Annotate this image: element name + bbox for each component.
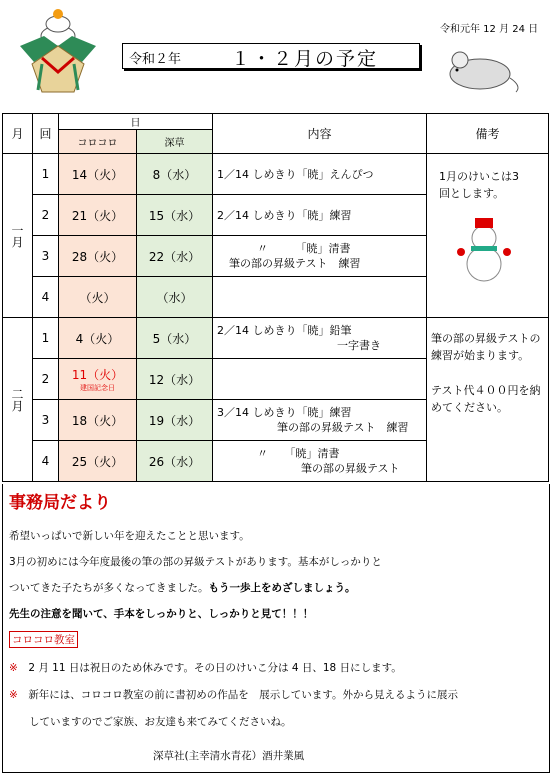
news-line: 希望いっぱいで新しい年を迎えたことと思います。 (9, 530, 250, 542)
month-label-february: 二月 (3, 318, 33, 482)
content-cell: 〃 「暁」清書 筆の部の昇級テスト (213, 441, 427, 482)
content-cell: 1／14 しめきり「暁」えんぴつ (213, 154, 427, 195)
content-cell: 〃 「暁」清書 筆の部の昇級テスト 練習 (213, 236, 427, 277)
korokoro-date: （火） (59, 277, 137, 318)
asakusa-date: 19（水） (137, 400, 213, 441)
asakusa-date: 12（水） (137, 359, 213, 400)
kadomatsu-illustration (14, 2, 100, 98)
content-cell (213, 359, 427, 400)
news-item: ※ 新年には、コロコロ教室の前に書初めの作品を 展示しています。外から見えるように展示 (9, 689, 458, 701)
kai-cell: 2 (33, 195, 59, 236)
asakusa-date: 15（水） (137, 195, 213, 236)
korokoro-date: 18（火） (59, 400, 137, 441)
kai-cell: 3 (33, 236, 59, 277)
news-item-cont: していますのでご家族、お友達も来てみてくださいね。 (29, 716, 292, 728)
month-label-january: 一月 (3, 154, 33, 318)
snowman-illustration (449, 214, 519, 284)
page-title: １・２月の予定 (231, 48, 379, 70)
title-box (122, 43, 420, 69)
footer-signature: 深草社(主幸清水青花）酒井業風 (153, 750, 305, 762)
news-section (2, 484, 550, 773)
news-line: 3月の初めには今年度最後の筆の部の昇級テストがあります。基本がしっかりと (9, 556, 382, 568)
header-kai: 回 (33, 114, 59, 154)
content-cell: 3／14 しめきり「暁」練習 筆の部の昇級テスト 練習 (213, 400, 427, 441)
table-row (3, 318, 549, 359)
holiday-label: 建国記念日 (80, 383, 115, 392)
header-month: 月 (3, 114, 33, 154)
asakusa-date: 22（水） (137, 236, 213, 277)
kai-cell: 1 (33, 154, 59, 195)
title-prefix: 令和２年 (129, 52, 182, 67)
header-asakusa: 深草 (137, 130, 213, 154)
korokoro-date-holiday: 11（火） 建国記念日 (59, 359, 137, 400)
asakusa-date: 26（水） (137, 441, 213, 482)
korokoro-date: 4（火） (59, 318, 137, 359)
table-row (3, 154, 549, 195)
kai-cell: 1 (33, 318, 59, 359)
news-title: 事務局だより (9, 493, 111, 513)
news-line: ついてきた子たちが多くなってきました。もう一歩上をめざしましょう。 (9, 582, 356, 594)
asakusa-date: （水） (137, 277, 213, 318)
header-content: 内容 (213, 114, 427, 154)
header-korokoro: コロコロ (59, 130, 137, 154)
kai-cell: 2 (33, 359, 59, 400)
mouse-illustration (440, 44, 524, 94)
korokoro-date: 28（火） (59, 236, 137, 277)
header-day: 日 (59, 114, 213, 130)
kai-cell: 3 (33, 400, 59, 441)
content-cell (213, 277, 427, 318)
class-label: コロコロ教室 (9, 631, 78, 648)
kai-cell: 4 (33, 277, 59, 318)
header-notes: 備考 (427, 114, 549, 154)
document-date: 令和元年 12 月 24 日 (440, 24, 539, 35)
schedule-table (2, 113, 549, 482)
news-line: 先生の注意を聞いて、手本をしっかりと、しっかりと見て！！！ (9, 608, 314, 620)
content-cell: 2／14 しめきり「暁」練習 (213, 195, 427, 236)
korokoro-date: 25（火） (59, 441, 137, 482)
asakusa-date: 5（水） (137, 318, 213, 359)
february-note: 筆の部の昇級テストの練習が始まります。 テスト代４００円を納めてください。 (427, 318, 549, 482)
kai-cell: 4 (33, 441, 59, 482)
january-note: 1月のけいこは3回とします。 (427, 154, 549, 318)
asakusa-date: 8（水） (137, 154, 213, 195)
news-item: ※ 2 月 11 日は祝日のため休みです。その日のけいこ分は 4 日、18 日にします。 (9, 662, 402, 674)
korokoro-date: 14（火） (59, 154, 137, 195)
content-cell: 2／14 しめきり「暁」鉛筆 一字書き (213, 318, 427, 359)
korokoro-date: 21（火） (59, 195, 137, 236)
